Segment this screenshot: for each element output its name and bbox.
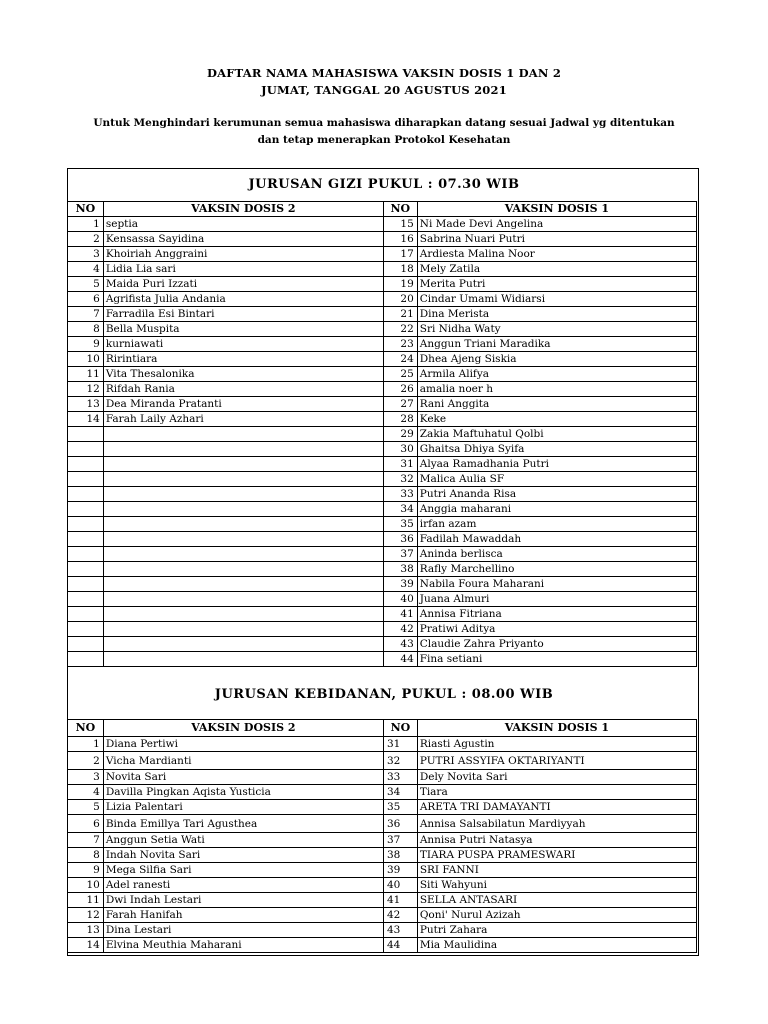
table-row [68,923,697,938]
row-number-dose-1: 24 [383,352,417,367]
student-name-dose-1: Fadilah Mawaddah [417,532,696,547]
student-name-dose-1: Fina setiani [417,652,696,667]
student-name-dose-1: Dhea Ajeng Siskia [417,352,696,367]
row-number-dose-2 [68,517,104,532]
row-number-dose-1: 38 [383,848,417,863]
row-number-dose-2 [68,562,104,577]
row-number-dose-2: 8 [68,322,104,337]
table-row [68,232,697,247]
student-name-dose-2: Maida Puri Izzati [103,277,383,292]
student-name-dose-2 [103,592,383,607]
notice-line-1: Untuk Menghindari kerumunan semua mahasiswa diharapkan datang sesuai Jadwal yg ditentukan [93,117,675,129]
row-number-dose-1: 23 [383,337,417,352]
student-name-dose-1: Mia Maulidina [417,938,696,953]
student-name-dose-2: Agrifista Julia Andania [103,292,383,307]
student-name-dose-2: Ririntiara [103,352,383,367]
row-number-dose-1: 22 [383,322,417,337]
student-name-dose-1: Siti Wahyuni [417,878,696,893]
student-name-dose-1: Sabrina Nuari Putri [417,232,696,247]
row-number-dose-2 [68,427,104,442]
student-name-dose-2 [103,487,383,502]
student-name-dose-2 [103,547,383,562]
row-number-dose-1: 36 [383,815,417,833]
table-row [68,878,697,893]
row-number-dose-2: 4 [68,262,104,277]
student-name-dose-2: Farah Laily Azhari [103,412,383,427]
student-name-dose-1: Dina Merista [417,307,696,322]
table-row [68,517,697,532]
row-number-dose-1: 17 [383,247,417,262]
row-number-dose-1: 37 [383,833,417,848]
table-row [68,577,697,592]
row-number-dose-1: 44 [383,938,417,953]
student-name-dose-1: SRI FANNI [417,863,696,878]
row-number-dose-1: 40 [383,592,417,607]
student-name-dose-1: Merita Putri [417,277,696,292]
row-number-dose-2 [68,547,104,562]
row-number-dose-2 [68,457,104,472]
row-number-dose-2: 2 [68,752,104,770]
student-name-dose-1: Claudie Zahra Priyanto [417,637,696,652]
row-number-dose-2: 2 [68,232,104,247]
student-name-dose-1: Armila Alifya [417,367,696,382]
table-row [68,277,697,292]
row-number-dose-1: 36 [383,532,417,547]
table-row [68,382,697,397]
table-row [68,487,697,502]
gizi-section-title: JURUSAN GIZI PUKUL : 07.30 WIB [248,177,520,192]
student-name-dose-1: Mely Zatila [417,262,696,277]
student-name-dose-2 [103,457,383,472]
table-row [68,457,697,472]
student-name-dose-1: Tiara [417,785,696,800]
student-name-dose-2: Indah Novita Sari [103,848,383,863]
row-number-dose-1: 42 [383,622,417,637]
row-number-dose-1: 34 [383,785,417,800]
student-name-dose-1: Ardiesta Malina Noor [417,247,696,262]
student-name-dose-1: Aninda berlisca [417,547,696,562]
student-name-dose-1: SELLA ANTASARI [417,893,696,908]
kebidanan-section-title: JURUSAN KEBIDANAN, PUKUL : 08.00 WIB [214,687,554,702]
student-name-dose-2: Dea Miranda Pratanti [103,397,383,412]
student-name-dose-2: Lizia Palentari [103,800,383,815]
student-name-dose-2 [103,442,383,457]
table-row [68,592,697,607]
column-header-dose-2: VAKSIN DOSIS 2 [103,720,383,737]
table-row [68,337,697,352]
student-name-dose-1: Anggun Triani Maradika [417,337,696,352]
row-number-dose-2: 6 [68,292,104,307]
student-name-dose-2: Adel ranesti [103,878,383,893]
student-name-dose-2: Davilla Pingkan Aqista Yusticia [103,785,383,800]
row-number-dose-1: 35 [383,800,417,815]
row-number-dose-2: 10 [68,352,104,367]
table-row [68,607,697,622]
row-number-dose-1: 34 [383,502,417,517]
row-number-dose-2: 9 [68,863,104,878]
row-number-dose-1: 19 [383,277,417,292]
student-name-dose-1: Putri Zahara [417,923,696,938]
student-name-dose-2 [103,577,383,592]
row-number-dose-2: 5 [68,277,104,292]
row-number-dose-2: 11 [68,893,104,908]
student-name-dose-2: Farah Hanifah [103,908,383,923]
student-name-dose-1: irfan azam [417,517,696,532]
student-name-dose-1: Malica Aulia SF [417,472,696,487]
row-number-dose-2: 14 [68,412,104,427]
student-name-dose-2 [103,652,383,667]
student-name-dose-1: Alyaa Ramadhania Putri [417,457,696,472]
student-name-dose-1: Juana Almuri [417,592,696,607]
student-name-dose-1: Dely Novita Sari [417,770,696,785]
student-name-dose-2: Kensassa Sayidina [103,232,383,247]
student-name-dose-1: Cindar Umami Widiarsi [417,292,696,307]
row-number-dose-1: 25 [383,367,417,382]
column-header-dose-1: VAKSIN DOSIS 1 [417,720,696,737]
kebidanan-table [67,719,697,953]
row-number-dose-1: 39 [383,577,417,592]
table-row [68,815,697,833]
table-row [68,737,697,752]
table-row [68,637,697,652]
table-row [68,502,697,517]
row-number-dose-2: 8 [68,848,104,863]
row-number-dose-1: 30 [383,442,417,457]
student-name-dose-2: Vita Thesalonika [103,367,383,382]
table-row [68,833,697,848]
student-name-dose-1: TIARA PUSPA PRAMESWARI [417,848,696,863]
row-number-dose-1: 42 [383,908,417,923]
student-name-dose-1: Annisa Salsabilatun Mardiyyah [417,815,696,833]
document-date: JUMAT, TANGGAL 20 AGUSTUS 2021 [261,83,507,97]
student-name-dose-2: Anggun Setia Wati [103,833,383,848]
table-row [68,367,697,382]
table-row [68,322,697,337]
table-row [68,442,697,457]
row-number-dose-2 [68,532,104,547]
row-number-dose-2: 3 [68,247,104,262]
student-name-dose-1: Ni Made Devi Angelina [417,217,696,232]
table-row [68,547,697,562]
row-number-dose-1: 38 [383,562,417,577]
table-row [68,893,697,908]
table-row [68,532,697,547]
column-header-no: NO [68,720,104,737]
row-number-dose-2 [68,487,104,502]
row-number-dose-2: 10 [68,878,104,893]
table-row [68,397,697,412]
row-number-dose-2 [68,622,104,637]
student-name-dose-1: Pratiwi Aditya [417,622,696,637]
table-row [68,622,697,637]
student-name-dose-2: Mega Silfia Sari [103,863,383,878]
student-name-dose-1: Qoni' Nurul Azizah [417,908,696,923]
student-name-dose-2 [103,427,383,442]
student-name-dose-2: septia [103,217,383,232]
student-name-dose-2 [103,607,383,622]
row-number-dose-1: 40 [383,878,417,893]
row-number-dose-1: 33 [383,487,417,502]
student-name-dose-2: Diana Pertiwi [103,737,383,752]
student-name-dose-2: Rifdah Rania [103,382,383,397]
row-number-dose-2: 13 [68,923,104,938]
student-name-dose-2: Khoiriah Anggraini [103,247,383,262]
student-name-dose-1: Putri Ananda Risa [417,487,696,502]
row-number-dose-1: 33 [383,770,417,785]
student-name-dose-1: Riasti Agustin [417,737,696,752]
table-row [68,938,697,953]
student-name-dose-2: Lidia Lia sari [103,262,383,277]
row-number-dose-1: 39 [383,863,417,878]
student-name-dose-2 [103,637,383,652]
row-number-dose-1: 43 [383,637,417,652]
row-number-dose-2: 4 [68,785,104,800]
student-name-dose-1: Sri Nidha Waty [417,322,696,337]
student-name-dose-1: amalia noer h [417,382,696,397]
student-name-dose-2: Binda Emillya Tari Agusthea [103,815,383,833]
table-row [68,770,697,785]
row-number-dose-2: 11 [68,367,104,382]
student-name-dose-2 [103,622,383,637]
table-row [68,652,697,667]
row-number-dose-1: 21 [383,307,417,322]
student-name-dose-2 [103,517,383,532]
row-number-dose-1: 31 [383,737,417,752]
table-row [68,908,697,923]
row-number-dose-1: 37 [383,547,417,562]
column-header-dose-1: VAKSIN DOSIS 1 [417,202,696,217]
student-name-dose-2: Dwi Indah Lestari [103,893,383,908]
row-number-dose-2: 5 [68,800,104,815]
table-row [68,752,697,770]
student-name-dose-1: Annisa Fitriana [417,607,696,622]
student-name-dose-2: Elvina Meuthia Maharani [103,938,383,953]
row-number-dose-1: 35 [383,517,417,532]
student-name-dose-1: Zakia Maftuhatul Qolbi [417,427,696,442]
row-number-dose-2 [68,502,104,517]
student-name-dose-2: Farradila Esi Bintari [103,307,383,322]
table-row [68,785,697,800]
gizi-table [67,201,697,667]
student-name-dose-1: Rani Anggita [417,397,696,412]
student-name-dose-2: kurniawati [103,337,383,352]
student-name-dose-1: ARETA TRI DAMAYANTI [417,800,696,815]
row-number-dose-1: 29 [383,427,417,442]
row-number-dose-2: 6 [68,815,104,833]
document-title: DAFTAR NAMA MAHASISWA VAKSIN DOSIS 1 DAN 2 [206,66,562,80]
student-name-dose-1: PUTRI ASSYIFA OKTARIYANTI [417,752,696,770]
student-name-dose-1: Anggia maharani [417,502,696,517]
row-number-dose-1: 27 [383,397,417,412]
student-name-dose-2 [103,502,383,517]
row-number-dose-1: 32 [383,752,417,770]
table-row [68,247,697,262]
table-row [68,262,697,277]
row-number-dose-2 [68,652,104,667]
table-row [68,562,697,577]
column-header-no: NO [68,202,104,217]
schedule-frame [67,168,699,956]
row-number-dose-1: 44 [383,652,417,667]
table-row [68,863,697,878]
table-row [68,412,697,427]
table-row [68,292,697,307]
row-number-dose-2: 3 [68,770,104,785]
table-row [68,307,697,322]
row-number-dose-2: 7 [68,833,104,848]
student-name-dose-2: Novita Sari [103,770,383,785]
row-number-dose-2 [68,442,104,457]
row-number-dose-2: 1 [68,737,104,752]
student-name-dose-2 [103,472,383,487]
row-number-dose-2 [68,472,104,487]
table-row [68,472,697,487]
student-name-dose-1: Rafly Marchellino [417,562,696,577]
table-row [68,848,697,863]
row-number-dose-2 [68,577,104,592]
notice-line-2: dan tetap menerapkan Protokol Kesehatan [257,134,511,146]
column-header-dose-2: VAKSIN DOSIS 2 [103,202,383,217]
column-header-no: NO [383,720,417,737]
student-name-dose-1: Nabila Foura Maharani [417,577,696,592]
row-number-dose-1: 41 [383,607,417,622]
row-number-dose-2: 7 [68,307,104,322]
table-row [68,217,697,232]
row-number-dose-2 [68,607,104,622]
student-name-dose-1: Keke [417,412,696,427]
row-number-dose-2: 9 [68,337,104,352]
row-number-dose-1: 26 [383,382,417,397]
row-number-dose-1: 15 [383,217,417,232]
row-number-dose-2: 1 [68,217,104,232]
table-row [68,427,697,442]
row-number-dose-1: 32 [383,472,417,487]
row-number-dose-2 [68,637,104,652]
student-name-dose-1: Ghaitsa Dhiya Syifa [417,442,696,457]
row-number-dose-1: 18 [383,262,417,277]
row-number-dose-2: 12 [68,908,104,923]
row-number-dose-1: 20 [383,292,417,307]
student-name-dose-2 [103,562,383,577]
table-row [68,800,697,815]
student-name-dose-2: Bella Muspita [103,322,383,337]
row-number-dose-2: 12 [68,382,104,397]
row-number-dose-1: 16 [383,232,417,247]
table-row [68,352,697,367]
student-name-dose-1: Annisa Putri Natasya [417,833,696,848]
student-name-dose-2 [103,532,383,547]
row-number-dose-2: 13 [68,397,104,412]
row-number-dose-2: 14 [68,938,104,953]
student-name-dose-2: Dina Lestari [103,923,383,938]
row-number-dose-2 [68,592,104,607]
student-name-dose-2: Vicha Mardianti [103,752,383,770]
row-number-dose-1: 28 [383,412,417,427]
row-number-dose-1: 31 [383,457,417,472]
row-number-dose-1: 43 [383,923,417,938]
column-header-no: NO [383,202,417,217]
row-number-dose-1: 41 [383,893,417,908]
